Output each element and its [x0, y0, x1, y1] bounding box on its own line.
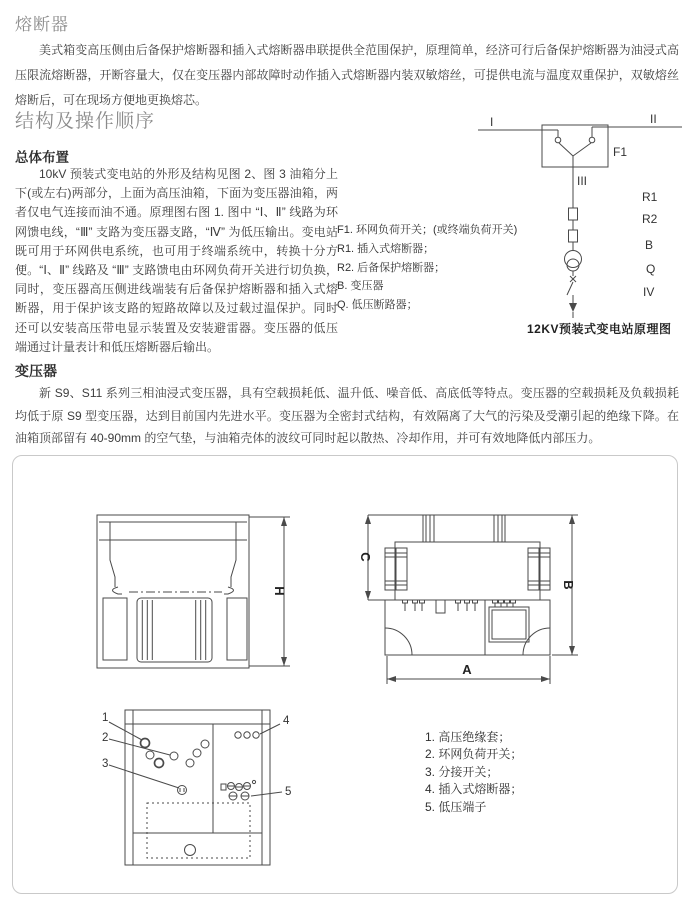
page-title: 熔断器 — [15, 15, 69, 34]
circuit-label-III: III — [577, 174, 588, 188]
circuit-label-IV: IV — [643, 285, 655, 299]
part-item-1: 1. 高压绝缘套； — [425, 730, 511, 744]
circuit-caption: 12KV预装式变电站原理图 — [527, 322, 672, 336]
part-item-3: 3. 分接开关； — [425, 764, 499, 779]
part-item-2: 2. 环网负荷开关； — [425, 747, 523, 762]
part-item-5: 5. 低压端子 — [425, 799, 487, 814]
callout-4: 4 — [283, 715, 290, 727]
circuit-label-F1: F1 — [613, 145, 628, 159]
lv-terminal-cluster — [221, 780, 256, 800]
top-view-drawing — [95, 705, 310, 875]
circuit-label-B: B — [645, 238, 654, 252]
callout-3: 3 — [102, 758, 109, 770]
circuit-diagram — [470, 112, 693, 324]
fuse-intro-paragraph: 美式箱变高压侧由后备保护熔断器和插入式熔断器串联提供全范围保护，原理简单，经济可行后备保护熔断器为油浸式高压限流熔断器，开断容量大，仅在变压器内部故障时动作插入式熔断器内装双敏熔丝，可提供电流与温度双重保护，双敏熔丝熔断后，可在现场方便地更换熔芯。 — [15, 43, 679, 107]
legend-item-f1: F1. 环网负荷开关；(或终端负荷开关) — [337, 224, 518, 236]
callout-5: 5 — [285, 786, 292, 798]
transformer-heading: 变压器 — [15, 363, 57, 379]
circuit-label-R1: R1 — [642, 190, 658, 204]
legend-item-r2: R2. 后备保护熔断器； — [337, 261, 446, 274]
dim-label-C: C — [358, 552, 373, 562]
layout-paragraph: 10kV 预装式变电站的外形及结构见图 2、图 3 油箱分上下(或左右)两部分，上面为高压油箱，下面为变压器油箱，两者仅电气连接而油不通。原理图右图 1. 图中 “Ⅰ、Ⅱ” 线路为环网馈电线，“Ⅲ” 支路为变压器支路，“Ⅳ” 为低压输出。变电站既可用于环网供电系统，也可用于终端系统中，转换十分方便。“Ⅰ、Ⅱ” 线路及 “Ⅲ” 支路馈电由环网负荷开关进行切负换，同时，变压器高压侧进线端装有后备保护熔断器和插入式熔断器，用于保护该支路的短路故障以及过载过温保护。同时还可以安装高压带电显示装置及安装避雷器。变压器的低压端通过计量表计和低压熔断器后输出。 — [15, 167, 338, 354]
legend-item-q: Q. 低压断路器； — [337, 299, 418, 312]
layout-subheading: 总体布置 — [15, 150, 69, 165]
dim-label-A: A — [462, 662, 472, 677]
parts-legend — [425, 729, 522, 816]
front-view-drawing — [80, 500, 310, 680]
structure-section-heading: 结构及操作顺序 — [15, 111, 156, 132]
dim-label-B: B — [561, 580, 576, 590]
circuit-label-R2: R2 — [642, 212, 658, 226]
circuit-label-Q: Q — [646, 262, 656, 276]
legend-item-r1: R1. 插入式熔断器； — [337, 242, 435, 255]
side-view-drawing — [350, 495, 595, 695]
callout-1: 1 — [102, 712, 109, 724]
dim-label-H: H — [272, 586, 287, 596]
transformer-paragraph: 新 S9、S11 系列三相油浸式变压器，具有空载损耗低、温升低、噪音低、高底低等特点。变压器的空载损耗及负载损耗均低于原 S9 型变压器，达到目前国内先进水平。变压器为全密封式结构，有效隔离了大气的污染及受潮引起的绝缘下降。在油箱顶部留有 40-90mm 的空气垫，与油箱壳体的波纹可同时起以散热、冷却作用，并可有效地降低内部压力。 — [15, 386, 679, 445]
circuit-label-I: I — [490, 115, 494, 129]
part-item-4: 4. 插入式熔断器； — [425, 782, 523, 797]
legend-item-b: B. 变压器 — [337, 280, 384, 293]
callout-2: 2 — [102, 732, 109, 744]
circuit-label-II: II — [650, 112, 657, 126]
